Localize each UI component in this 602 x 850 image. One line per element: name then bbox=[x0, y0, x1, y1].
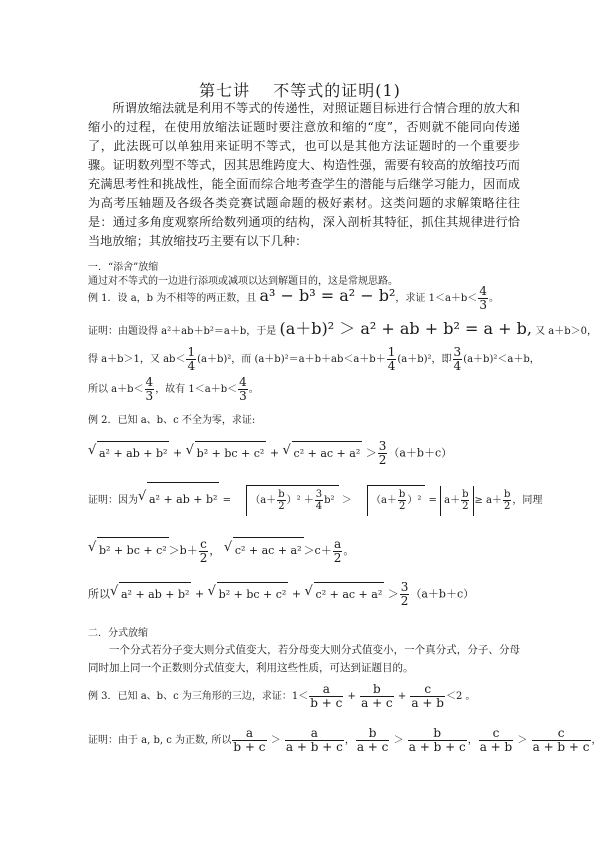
proof-3-line: 证明：由于 a, b, c 为正数, 所以 $\frac{a}{b + c}$ ＞ $\frac{a}{a + b + c}$ ， $\frac{b}{a + c}$ ＞ $\frac{b}{a + b + c}$ ， $\frac{c}{a + b}$ ＞ $\frac{c}{a + b + c}$ ， bbox=[88, 726, 602, 754]
proof-2-similar: √ b² + bc + c² ＞b＋ $\frac{c}{2}$ ， √ c² + ac + a² ＞c＋ $\frac{a}{2}$ 。 bbox=[88, 537, 354, 563]
proof-2-line: 证明：因为√ a² + ab + b² = （a＋ $\frac{b}{2}$ ）² ＋ $\frac{3}{4}$ b² ＞ （a＋ $\frac{b}{2}$ ）² = a＋ $\frac{b}{2}$ ≥ a＋ $\frac{b}{2}$ ，同理 bbox=[88, 482, 542, 516]
proof-1-line-c: 所以 a＋b＜ $\frac{4}{3}$ ，故有 1＜a＋b＜ $\frac{4}{3}$ 。 bbox=[88, 375, 259, 403]
proof-1-line-a: 证明：由题设得 a²＋ab＋b²＝a＋b，于是 (a＋b)² ＞ a² + ab + b² = a + b, 又 a＋b＞0， bbox=[88, 319, 598, 338]
proof-2-conclusion: 所以√ a² + ab + b² + √ b² + bc + c² + √ c² + ac + a² ＞ $\frac{3}{2}$ （a＋b＋c） bbox=[88, 581, 474, 605]
section-2-heading: 二．分式放缩 bbox=[88, 628, 148, 639]
page-title: 第七讲 不等式的证明(1) bbox=[199, 81, 401, 100]
fraction-4-3: $\frac{4}{3}$ bbox=[479, 284, 487, 312]
example-2-heading: 例 2．已知 a、b、c 不全为零，求证: bbox=[88, 415, 256, 426]
section-1-desc: 通过对不等式的一边进行添项或减项以达到解题目的，这是常规思路。 bbox=[88, 276, 398, 287]
intro-paragraph: 所谓放缩法就是利用不等式的传递性，对照证题目标进行合情合理的放大和缩小的过程，在使用放缩法证题时要注意放和缩的“度”，否则就不能同向传递了，此法既可以单独用来证明不等式，也可以是其他方法证题时的一个重要步骤。证明数列型不等式，因其思维跨度大、构造性强，需要有较高的放缩技巧而充满思考性和挑战性，能全面而综合地考查学生的潜能与后继学习能力，因而成为高考压轴题及各级各类竞赛试题命题的极好素材。这类问题的求解策略往往是：通过多角度观察所给数列通项的结构，深入剖析其特征，抓住其规律进行恰当地放缩；其放缩技巧主要有以下几种： bbox=[88, 101, 520, 248]
section-1-heading: 一．“添舍”放缩 bbox=[88, 262, 159, 273]
example-1-equation: a³ − b³ = a² − b² bbox=[259, 286, 396, 305]
example-3: 例 3．已知 a、b、c 为三角形的三边，求证：1＜ $\frac{a}{b + c}$ + $\frac{b}{a + c}$ + $\frac{c}{a + b}$ ＜2 。 bbox=[88, 682, 476, 710]
section-2-desc: 一个分式若分子变大则分式值变大，若分母变大则分式值变小，一个真分式，分子、分母同时加上同一个正数则分式值变大，利用这些性质，可达到证题目的。 bbox=[88, 644, 520, 674]
proof-1-line-b: 得 a＋b＞1，又 ab＜ $\frac{1}{4}$ (a＋b)²，而 (a＋b)²＝a＋b＋ab＜a＋b＋ $\frac{1}{4}$ (a＋b)²，即 $\frac{3}{4}$ (a＋b)²＜a＋b， bbox=[88, 345, 540, 373]
example-1: 例 1．设 a，b 为不相等的两正数，且 a³ − b³ = a² − b²，求证 1＜a＋b＜ $\frac{4}{3}$ 。 bbox=[88, 284, 499, 312]
example-2-inequality: √ a² + ab + b² + √ b² + bc + c² + √ c² + ac + a² ＞ $\frac{3}{2}$ （a＋b＋c） bbox=[88, 440, 452, 464]
